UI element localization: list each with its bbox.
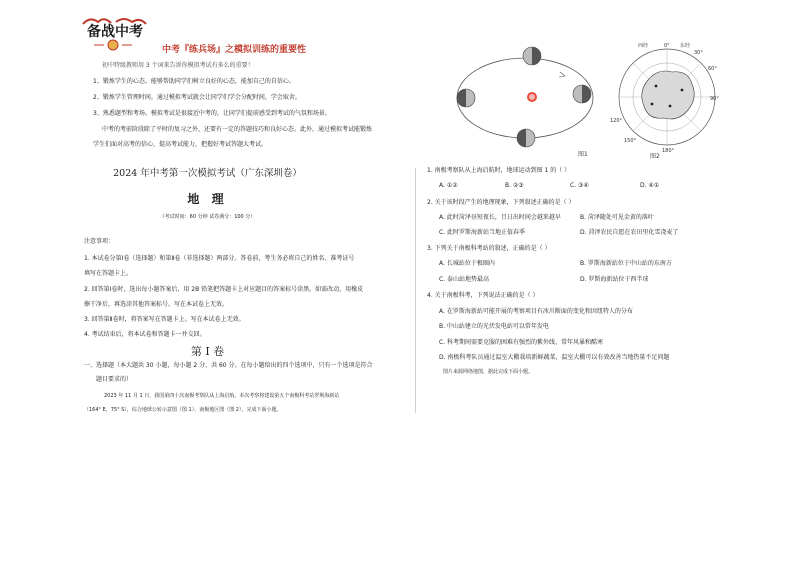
passage-line: （164° E，75° S），综合地球公转示意图（图 1）、南极地区图（图 2），完成下面小题。 xyxy=(84,407,282,413)
question-option: D. 罗斯海新站位于西半球 xyxy=(580,276,649,283)
figure-2-label: 图2 xyxy=(650,153,660,160)
orbit-ellipse xyxy=(457,58,593,138)
figure-1-label: 图1 xyxy=(578,151,588,158)
question-continuation: 图片来源网络地图，据此完成下面小题。 xyxy=(443,369,534,375)
map-label: 180° xyxy=(662,148,675,154)
promo-item: 2、锻炼学生管理时间。通过模拟考试就会让同学们学会分配时间，学会取舍。 xyxy=(93,94,301,101)
question-stem: 2. 关于该时段产生的地理现象，下列叙述正确的是（ ） xyxy=(427,199,575,206)
question-option: C. ③④ xyxy=(570,182,589,189)
promo-item: 1、锻炼学生的心态。能够帮助同学们树立良好的心态，能加自己的自信心。 xyxy=(93,78,295,85)
exam-title: 2024 年中考第一次模拟考试（广东深圳卷） xyxy=(113,168,302,179)
question-option: D. 菏泽农民自愿在农田里化雪浇麦了 xyxy=(580,229,679,236)
column-divider xyxy=(415,168,416,413)
question-option: B. 菏泽随处可见金黄的落叶 xyxy=(580,214,654,221)
question-stem: 4. 关于南极科考，下列说法正确的是（ ） xyxy=(427,292,539,299)
question-option: C. 此时罗斯海新站当地正值春季 xyxy=(439,229,526,236)
promo-title: 中考『练兵场』之模拟训练的重要性 xyxy=(162,45,307,55)
map-label: 0° xyxy=(664,43,670,49)
logo-text: 备战中考 xyxy=(87,24,143,40)
map-label: 30° xyxy=(694,50,703,56)
question-option: C. 科考期间需要克服的困难有强烈的紫外线、常年风暴和酷寒 xyxy=(439,339,604,346)
map-label: 60° xyxy=(708,66,717,72)
notes-line: 3. 回答第Ⅱ卷时，将答案写在答题卡上。写在本试卷上无效。 xyxy=(84,316,245,323)
question-option: A. 在罗斯海新站可能开展的考察项目有冰川断面的变化和因纽特人的分布 xyxy=(439,308,633,315)
sun xyxy=(527,92,537,102)
notes-heading: 注意事项： xyxy=(84,238,115,245)
question-option: A. ①② xyxy=(439,182,458,189)
antarctica-landmass xyxy=(642,71,695,119)
map-label: 90° xyxy=(710,96,719,102)
earth-position xyxy=(573,85,591,103)
section-title: 第 Ⅰ 卷 xyxy=(190,345,225,358)
subject-title: 地 理 xyxy=(187,192,228,206)
research-station xyxy=(655,85,658,88)
question-option: D. 南极科考队员通过温室大棚栽培新鲜蔬菜，温室大棚可以有效改善当地热量不足问题 xyxy=(439,354,670,361)
earth-position xyxy=(457,89,475,107)
question-option: B. 中山站建立的光伏发电站可以常年发电 xyxy=(439,323,549,330)
notes-line: 擦干净后，再选涂其他答案标号。写在本试卷上无效。 xyxy=(84,301,229,308)
map-label: 西经 xyxy=(638,43,649,49)
figure-1-orbit-diagram xyxy=(440,42,610,160)
question-option: D. ④① xyxy=(640,182,660,189)
research-station xyxy=(681,89,684,92)
logo xyxy=(80,14,150,54)
question-option: C. 泰山站地势最高 xyxy=(439,276,490,283)
orbit-arrow xyxy=(559,72,565,77)
promo-item: 3、熟悉题型和考场。模拟考试是很接近中考的，让同学们提前感受到考试的气氛和场景。 xyxy=(93,110,331,117)
question-option: B. ②③ xyxy=(505,182,524,189)
earth-position xyxy=(523,47,541,65)
question-option: B. 罗斯海新站位于中山站的东南方 xyxy=(580,260,672,267)
research-station xyxy=(669,105,672,108)
question-option: A. 长城站位于极圈内 xyxy=(439,260,495,267)
question-stem: 3. 下列关于南极科考站的叙述，正确的是（ ） xyxy=(427,245,551,252)
section-instructions: 一、选择题（本大题共 30 小题，每小题 2 分，共 60 分。在每小题给出的四个选项中，只有一个选项是符合 xyxy=(84,362,373,369)
passage-line: 2023 年 11 月 1 日，我国第四十次南极考察队从上海启航，本次考察将建设第五个南极科考站罗斯海新站 xyxy=(104,393,340,399)
notes-line: 填写在答题卡上。 xyxy=(84,270,133,277)
question-option: A. 此时菏泽昼短夜长，且日出时间会越来越早 xyxy=(439,214,561,221)
notes-line: 2. 回答第Ⅰ卷时，选出每小题答案后，用 2B 铅笔把答题卡上对应题目的答案标号涂黑。如需改动，用橡皮 xyxy=(84,286,364,293)
promo-closing: 学生们面对高考的信心，提高考试能力，把握好考试答题大考试。 xyxy=(93,141,268,148)
research-station xyxy=(651,103,654,106)
map-label: 120° xyxy=(610,118,623,124)
section-instructions: 题目要求的） xyxy=(96,376,133,383)
promo-intro: 初中特级教师用 3 个词来告诉你模拟考试有多么的重要！ xyxy=(102,62,254,69)
earth-position xyxy=(517,129,535,147)
exam-info: （考试时间：60 分钟 试卷满分：100 分） xyxy=(159,214,256,220)
map-label: 150° xyxy=(624,138,637,144)
notes-line: 4. 考试结束后，将本试卷和答题卡一并交回。 xyxy=(84,331,206,338)
question-stem: 1. 南极考察队从上海启航时，地球运动到图 1 的（ ） xyxy=(427,167,571,174)
promo-closing: 中考的考前阶段除了平时的复习之外，还要有一定的答题技巧和良好心态。此外，通过模拟考试能锻炼 xyxy=(102,126,373,133)
notes-line: 1. 本试卷分第Ⅰ卷（选择题）和第Ⅱ卷（非选择题）两部分。答卷前，考生务必将自己的姓名、准考证号 xyxy=(84,255,355,262)
figure-2-antarctic-map xyxy=(608,40,726,160)
map-label: 东经 xyxy=(680,43,691,49)
